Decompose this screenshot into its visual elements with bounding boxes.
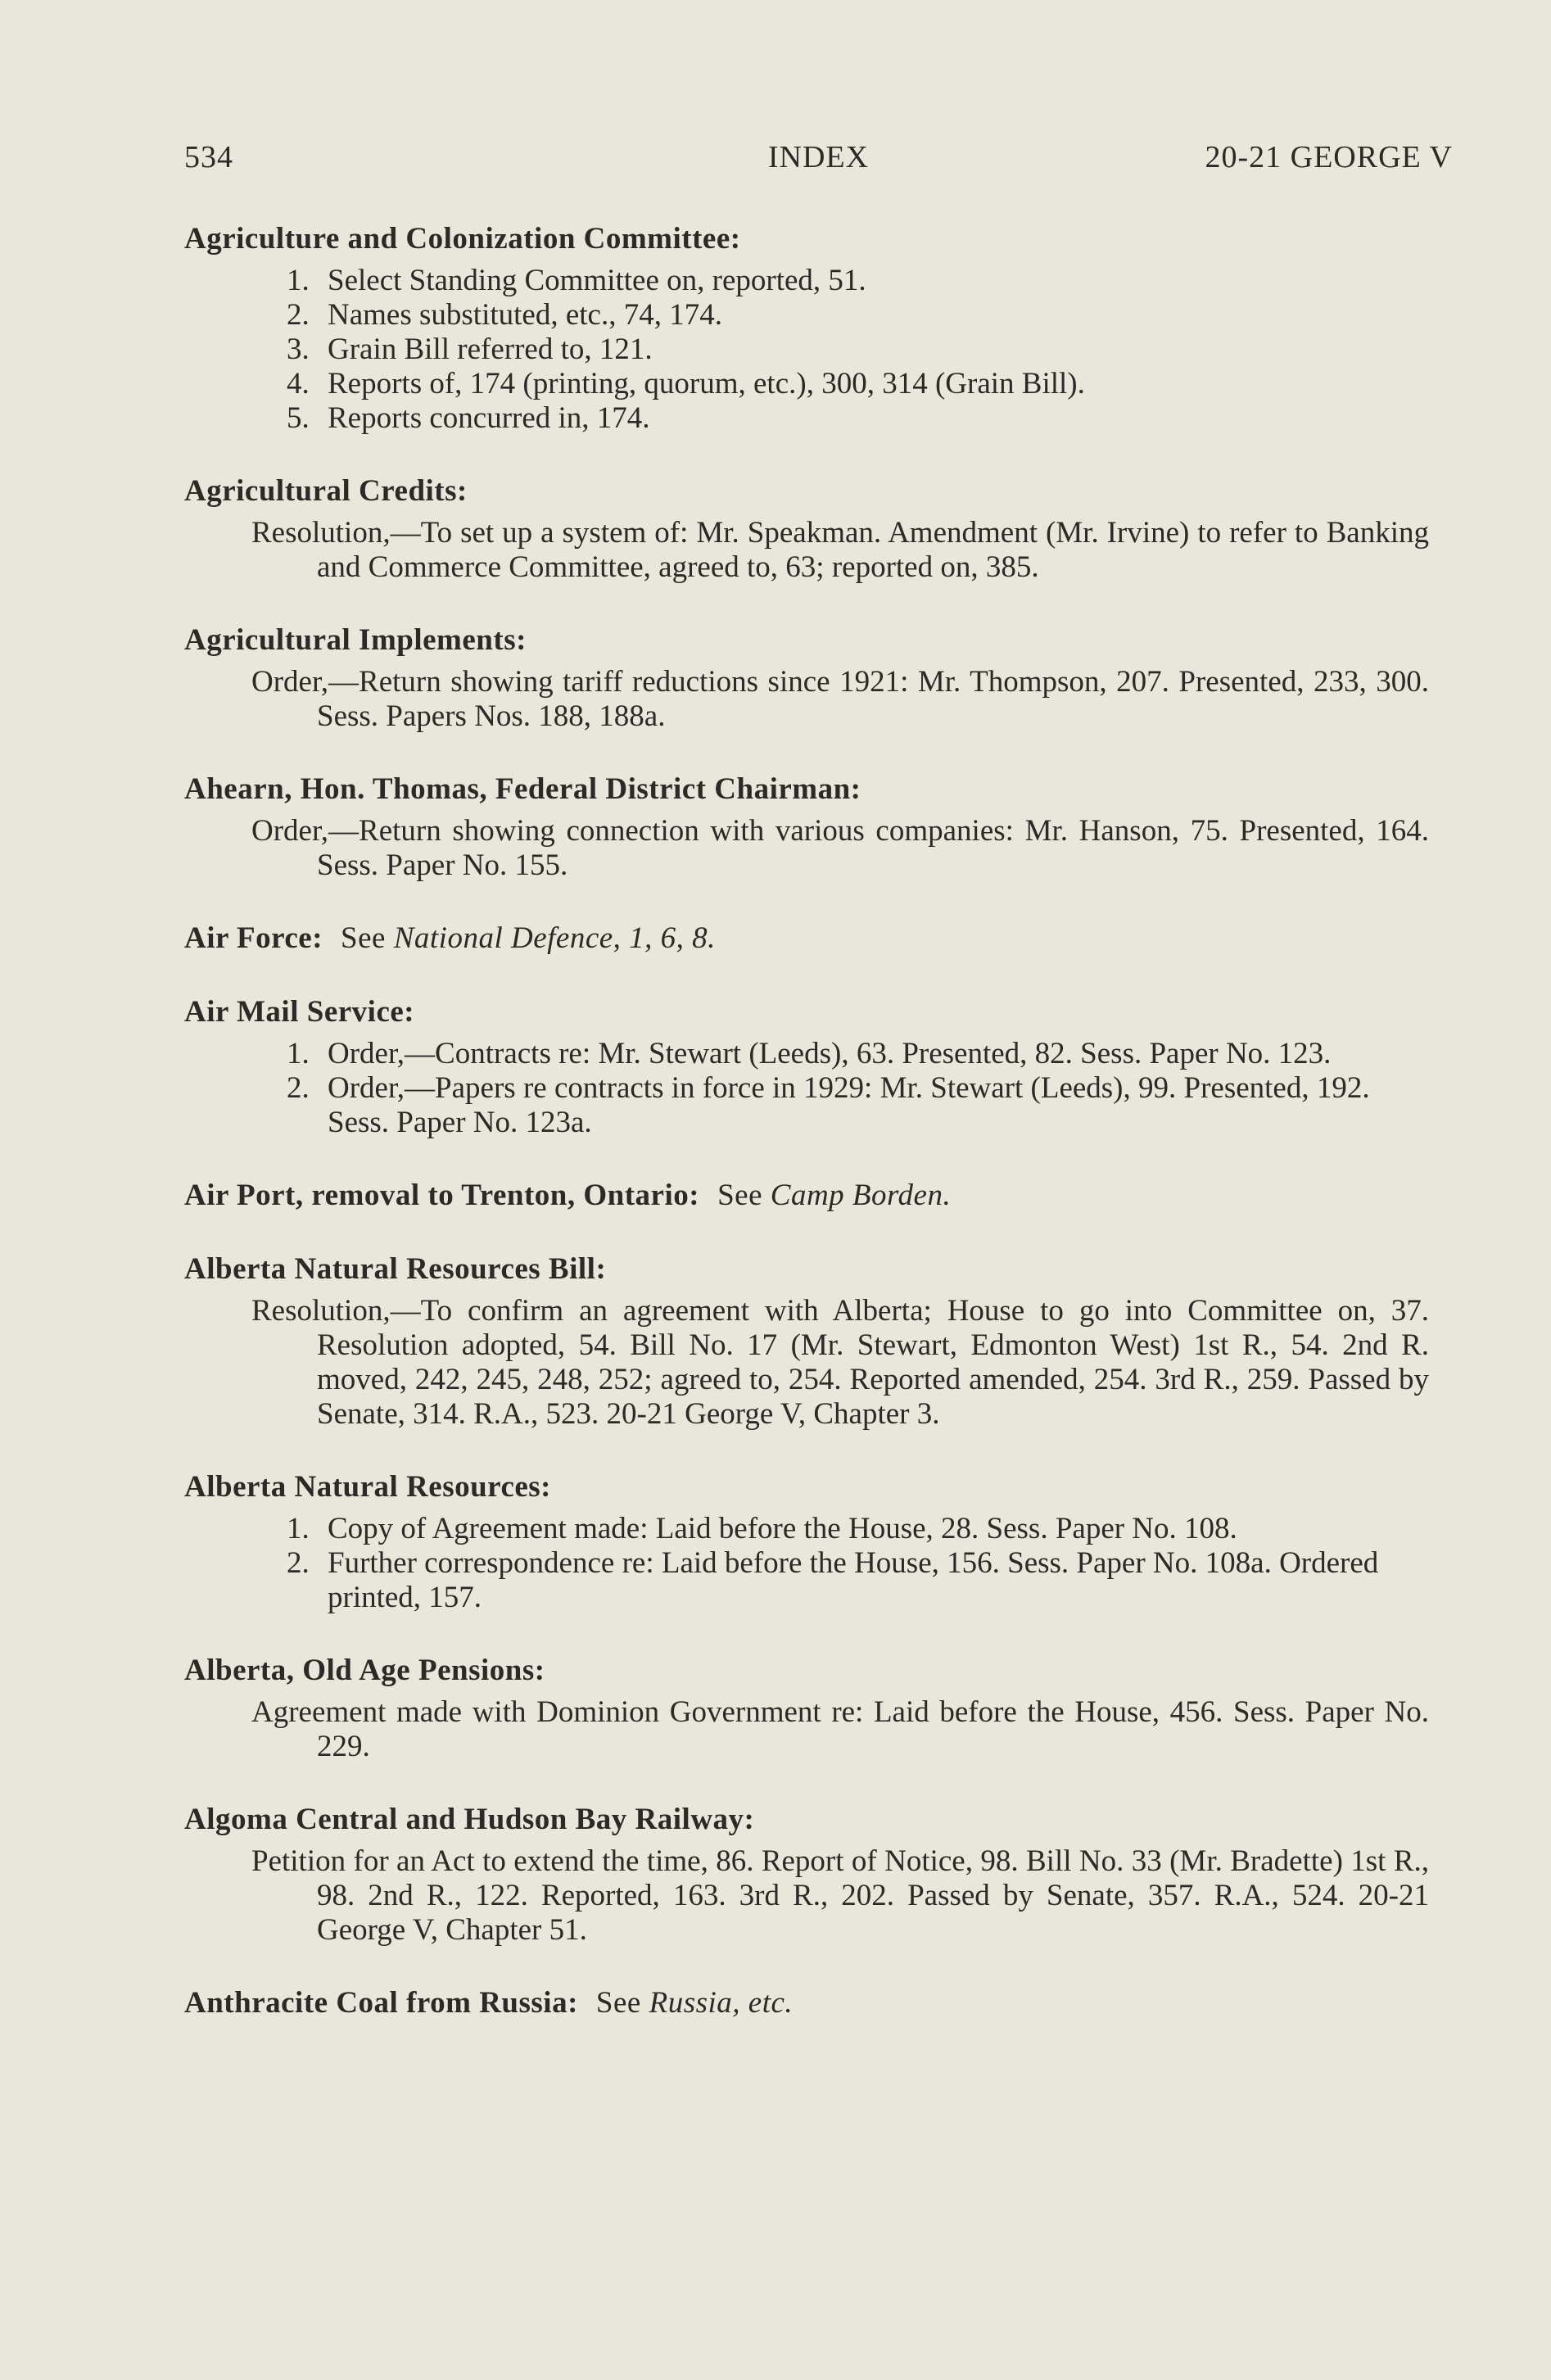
- index-entry: [184, 221, 1429, 436]
- index-entry: [184, 1178, 1429, 1214]
- entry-text: Order,—Return showing tariff reductions since 1921: Mr. Thompson, 207. Presented, 233, 300. Sess. Papers Nos. 188, 188a.: [251, 665, 1429, 733]
- entry-subitem: [184, 1512, 1429, 1546]
- entry-heading: Algoma Central and Hudson Bay Railway:: [184, 1803, 755, 1836]
- index-entry: [184, 1251, 1429, 1432]
- entry-subitem: [184, 298, 1429, 333]
- entry-heading: Alberta Natural Resources:: [184, 1470, 552, 1504]
- item-number: 2.: [287, 1071, 310, 1105]
- item-text: Reports of, 174 (printing, quorum, etc.), 300, 314 (Grain Bill).: [328, 367, 1085, 400]
- entry-heading: Alberta, Old Age Pensions:: [184, 1654, 545, 1687]
- entry-subitem: [184, 1037, 1429, 1071]
- index-entry: [184, 473, 1429, 585]
- index-entry: [184, 1985, 1429, 2021]
- item-text: Names substituted, etc., 74, 174.: [328, 298, 722, 332]
- index-entry: [184, 1469, 1429, 1615]
- entry-heading: Agriculture and Colonization Committee:: [184, 222, 741, 256]
- running-head: [184, 139, 1453, 180]
- item-text: Further correspondence re: Laid before the House, 156. Sess. Paper No. 108a. Ordered printed, 157.: [328, 1546, 1379, 1614]
- heading-text: Air Port, removal to Trenton, Ontario:: [184, 1179, 700, 1212]
- index-entry: [184, 1653, 1429, 1764]
- heading-text: Air Force:: [184, 921, 323, 955]
- entry-heading: Ahearn, Hon. Thomas, Federal District Chairman:: [184, 772, 861, 806]
- entry-heading: Air Mail Service:: [184, 995, 415, 1029]
- see-label: See: [341, 921, 386, 955]
- entry-heading: [184, 1178, 1429, 1214]
- item-number: 1.: [287, 264, 310, 297]
- see-label: See: [595, 1986, 641, 2020]
- reign-label: 20-21 GEORGE V: [1205, 140, 1453, 174]
- heading-text: Anthracite Coal from Russia:: [184, 1986, 578, 2020]
- cross-reference: Camp Borden.: [770, 1179, 952, 1212]
- item-number: 4.: [287, 367, 310, 400]
- entry-text: Petition for an Act to extend the time, 86. Report of Notice, 98. Bill No. 33 (Mr. Bradette) 1st R., 98. 2nd R., 122. Reported, 163. 3rd R., 202. Passed by Senate, 357. R.A., 524. 20-21 George V, Chapter 51.: [251, 1844, 1429, 1947]
- item-text: Order,—Contracts re: Mr. Stewart (Leeds), 63. Presented, 82. Sess. Paper No. 123.: [328, 1037, 1332, 1070]
- item-text: Copy of Agreement made: Laid before the House, 28. Sess. Paper No. 108.: [328, 1512, 1237, 1545]
- entry-text: Order,—Return showing connection with various companies: Mr. Hanson, 75. Presented, 164. Sess. Paper No. 155.: [251, 814, 1429, 882]
- cross-reference: Russia, etc.: [649, 1986, 794, 2020]
- page-title: INDEX: [767, 140, 870, 174]
- entry-text: Resolution,—To set up a system of: Mr. Speakman. Amendment (Mr. Irvine) to refer to Banking and Commerce Committee, agreed to, 63; reported on, 385.: [251, 516, 1429, 584]
- page-number: 534: [184, 140, 233, 174]
- entry-subitem: [184, 367, 1429, 401]
- item-number: 1.: [287, 1512, 310, 1545]
- entry-heading: [184, 1985, 1429, 2021]
- item-text: Select Standing Committee on, reported, 51.: [328, 264, 866, 297]
- entry-heading: Agricultural Implements:: [184, 623, 527, 657]
- index-entry: [184, 994, 1429, 1140]
- see-label: See: [717, 1179, 763, 1212]
- index-entry: [184, 1802, 1429, 1948]
- entry-text: Agreement made with Dominion Government re: Laid before the House, 456. Sess. Paper No. 229.: [251, 1695, 1429, 1763]
- item-number: 5.: [287, 401, 310, 435]
- item-text: Order,—Papers re contracts in force in 1929: Mr. Stewart (Leeds), 99. Presented, 192. Sess. Paper No. 123a.: [328, 1071, 1370, 1139]
- entry-subitem: [184, 333, 1429, 367]
- index-entry: [184, 771, 1429, 883]
- item-text: Grain Bill referred to, 121.: [328, 333, 653, 366]
- item-text: Reports concurred in, 174.: [328, 401, 650, 435]
- cross-reference: National Defence, 1, 6, 8.: [393, 921, 716, 955]
- entry-subitem: [184, 1546, 1429, 1615]
- entry-text: Resolution,—To confirm an agreement with Alberta; House to go into Committee on, 37. Resolution adopted, 54. Bill No. 17 (Mr. Stewart, Edmonton West) 1st R., 54. 2nd R. moved, 242, 245, 248, 252; agreed to, 254. Reported amended, 254. 3rd R., 259. Passed by Senate, 314. R.A., 523. 20-21 George V, Chapter 3.: [251, 1294, 1429, 1431]
- index-entry: [184, 622, 1429, 734]
- entry-subitem: [184, 264, 1429, 298]
- entry-subitem: [184, 401, 1429, 436]
- item-number: 2.: [287, 1546, 310, 1580]
- index-entry: [184, 921, 1429, 957]
- item-number: 1.: [287, 1037, 310, 1070]
- entry-heading: [184, 921, 1429, 957]
- entry-subitem: [184, 1071, 1429, 1140]
- item-number: 2.: [287, 298, 310, 332]
- entry-heading: Alberta Natural Resources Bill:: [184, 1252, 607, 1286]
- index-entries: [184, 221, 1429, 2059]
- entry-heading: Agricultural Credits:: [184, 474, 468, 508]
- item-number: 3.: [287, 333, 310, 366]
